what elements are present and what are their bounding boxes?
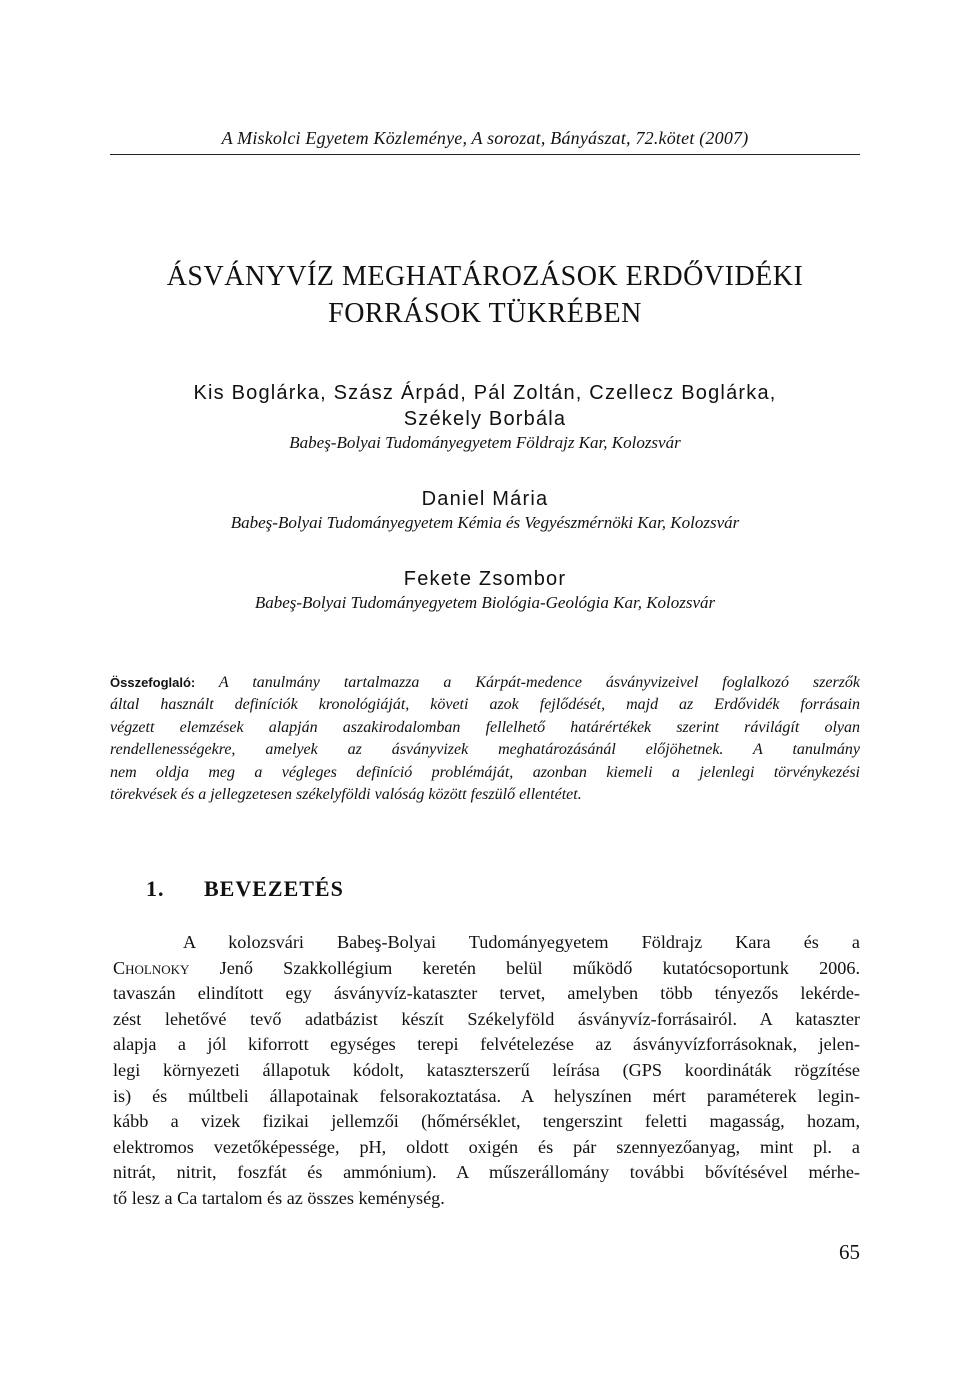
body-line: tavaszán elindított egy ásványvíz-kataszter tervet, amelyben több tényezős lekérde-: [113, 983, 860, 1004]
abstract-line: Összefoglaló: A tanulmány tartalmazza a Kárpát-medence ásványvizeivel foglalkozó szerzők: [110, 674, 860, 691]
author-block: [110, 380, 860, 454]
title-line-1: ÁSVÁNYVÍZ MEGHATÁROZÁSOK ERDŐVIDÉKI: [166, 261, 804, 292]
body-paragraph: [113, 930, 860, 1212]
section-number: 1.: [146, 876, 165, 901]
affiliation-2: Babeş-Bolyai Tudományegyetem Kémia és Vegyészmérnöki Kar, Kolozsvár: [230, 513, 740, 532]
affiliation-3: Babeş-Bolyai Tudományegyetem Biológia-Geológia Kar, Kolozsvár: [254, 593, 716, 612]
abstract-line: törekvések és a jellegzetesen székelyföldi valóság között feszülő ellentétet.: [110, 786, 582, 804]
abstract-line: rendellenességekre, amelyek az ásványvizek meghatározásánál előjöhetnek. A tanulmány: [110, 741, 860, 759]
article-title: [110, 258, 860, 332]
author-names-1: Kis Boglárka, Szász Árpád, Pál Zoltán, Czellecz Boglárka,: [193, 382, 777, 404]
abstract-line: végzett elemzések alapján aszakirodalomban fellelhető határértékek szerint rávilágít olyan: [110, 718, 860, 736]
name-small-caps: Cholnoky: [113, 957, 190, 978]
abstract: [110, 672, 860, 806]
title-line-2: FORRÁSOK TÜKRÉBEN: [328, 298, 642, 329]
body-line: nitrát, nitrit, foszfát és ammónium). A műszerállomány további bővítésével mérhe-: [113, 1162, 860, 1183]
running-head: A Miskolci Egyetem Közleménye, A sorozat, Bányászat, 72.kötet (2007): [221, 128, 749, 148]
affiliation-1: Babeş-Bolyai Tudományegyetem Földrajz Kar, Kolozsvár: [289, 433, 681, 452]
body-line: is) és múltbeli állapotainak felsorakoztatása. A helyszínen mért paraméterek legin-: [113, 1085, 860, 1106]
body-line: tő lesz a Ca tartalom és az összes keménység.: [113, 1187, 445, 1208]
author-names-2: Székely Borbála: [403, 408, 567, 430]
body-line: legi környezeti állapotuk kódolt, kataszterszerű leírása (GPS koordináták rögzítése: [113, 1059, 860, 1080]
author-name-fekete: Fekete Zsombor: [403, 568, 567, 590]
body-line: Cholnoky Jenő Szakkollégium keretén belül működő kutatócsoportunk 2006.: [113, 957, 860, 978]
section-title: BEVEZETÉS: [204, 876, 344, 901]
author-name-daniel: Daniel Mária: [421, 488, 549, 510]
body-line: kább a vizek fizikai jellemzői (hőmérséklet, tengerszint feletti magasság, hozam,: [113, 1111, 860, 1132]
body-line: zést lehetővé tevő adatbázist készít Székelyföld ásványvíz-forrásairól. A kataszter: [113, 1008, 860, 1029]
author-block-2: [110, 486, 860, 534]
body-line: A kolozsvári Babeş-Bolyai Tudományegyetem Földrajz Kara és a: [183, 932, 860, 952]
abstract-line: nem oldja meg a végleges definíció problémáját, azonban kiemeli a jelenlegi törvénykezési: [110, 763, 860, 781]
body-line: alapja a jól kiforrott egységes terepi felvételezése az ásványvízforrásoknak, jelen-: [113, 1034, 860, 1055]
abstract-label: Összefoglaló:: [110, 675, 196, 690]
abstract-line: által használt definíciók kronológiáját, követi azok fejlődését, majd az Erdővidék forrásain: [110, 696, 860, 714]
page-number: 65: [839, 1240, 860, 1264]
header-rule: [110, 154, 860, 155]
section-heading: [146, 876, 344, 902]
author-block-3: [110, 566, 860, 614]
body-line: elektromos vezetőképessége, pH, oldott oxigén és pár szennyezőanyag, mint pl. a: [113, 1136, 860, 1157]
